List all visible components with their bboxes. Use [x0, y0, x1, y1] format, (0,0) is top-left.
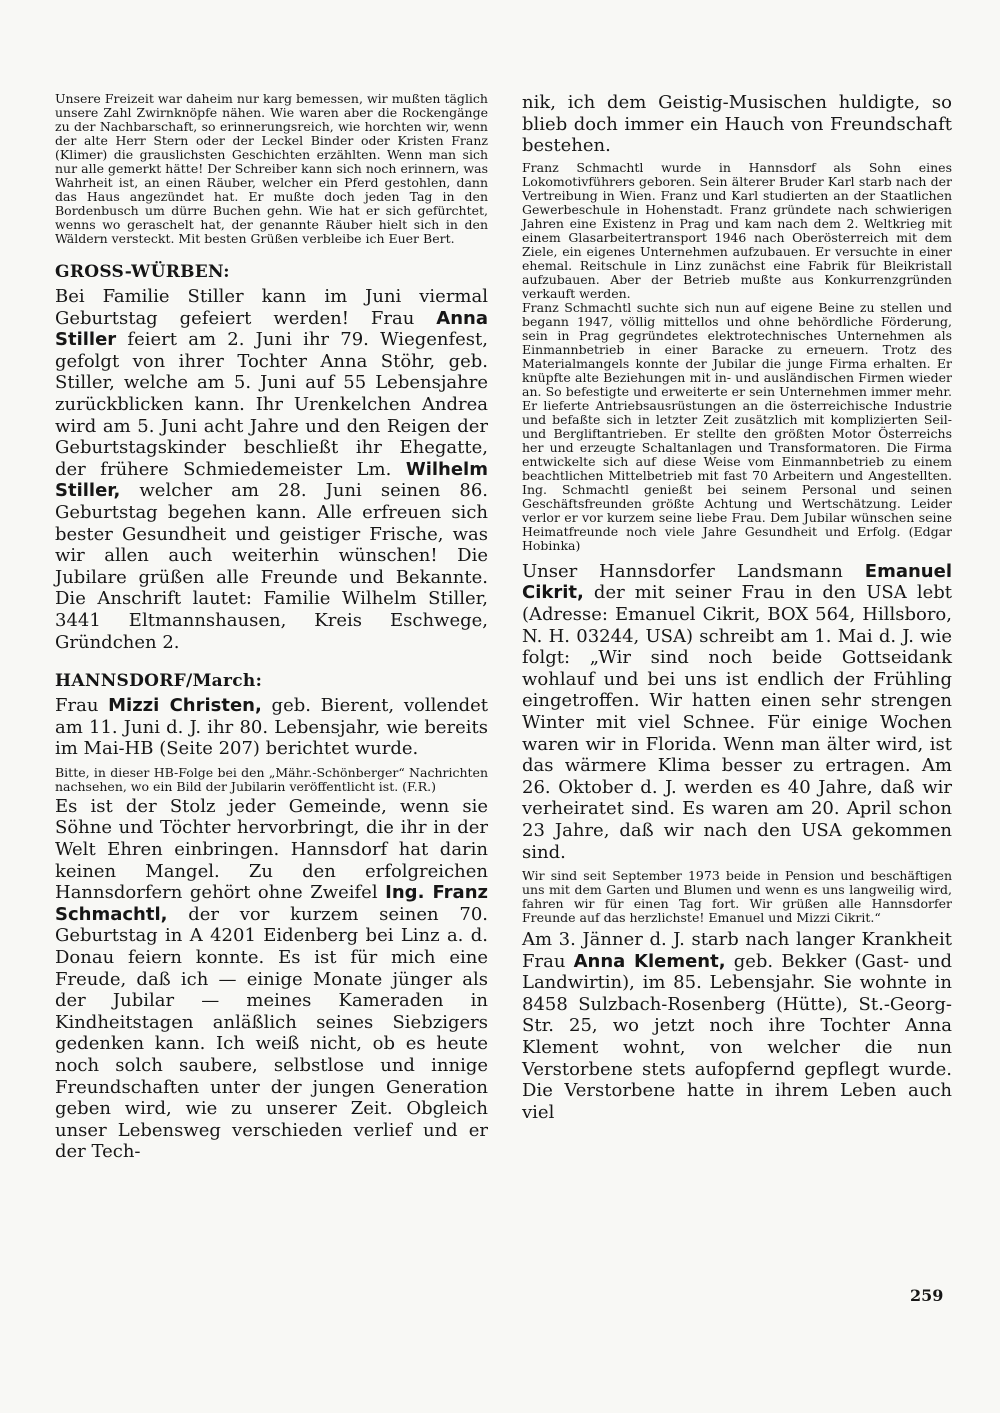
editor-note: Bitte, in dieser HB-Folge bei den „Mähr.-Schönberger“ Nachrichten nachsehen, wo ein Bild der Jubilarin veröffentlicht ist. (F.R.) — [55, 764, 488, 794]
biography-paragraph-2: Franz Schmachtl suchte sich nun auf eigene Beine zu stellen und begann 1947, völlig mittellos und ohne behördliche Förderung, sein in Prag gegründetes elektrotechnisches Unternehmen als Einmannbetrieb in einer Baracke zu erneuern. Trotz des Materialmangels konnte der Jubilar die junge Firma erhalten. Er knüpfte alte Beziehungen mit in- und ausländischen Firmen wieder an. So befestigte und erweiterte er sein Unternehmen immer mehr. Er lieferte Antriebsausrüstungen an die österreichische Industrie und befaßte sich in letzter Zeit zusätzlich mit komplizierten Seil- und Bergliftantrieben. Er stellte den größten Motor Österreichs her und erzeugte Schaltanlagen und Transformatoren. Die Firma entwickelte sich auf diese Weise vom Einmannbetrieb zu einem beachtlichen Mittelbetrieb mit fast 70 Arbeitern und Angestellten. Ing. Schmachtl genießt bei seinem Personal und seinen Geschäftsfreunden größte Achtung und Wertschätzung. Leider verlor er vor kurzem seine liebe Frau. Dem Jubilar wünschen seine Heimatfreunde noch viele Jahre Gesundheit und Erfolg. (Edgar Hobinka) — [522, 299, 952, 553]
name-mizzi-christen: Mizzi Christen, — [108, 695, 262, 717]
text-segment: der mit seiner Frau in den USA lebt (Adresse: Emanuel Cikrit, BOX 564, Hillsboro, N. H. 03244, USA) schreibt am 1. Mai d. J. wie folgt: „Wir sind noch beide Gottseidank wohlauf und bei uns ist endlich der Frühling eingetroffen. Wir hatten einen sehr strengen Winter mit viel Schnee. Für einige Wochen waren wir in Florida. Wenn man älter wird, ist das wärmere Klima besser zu ertragen. Am 26. Oktober d. J. werden es 40 Jahre, daß wir verheiratet sind. Es waren am 20. April schon 23 Jahre, daß wir nach den USA gekommen sind. — [522, 582, 952, 863]
biography-paragraph-1: Franz Schmachtl wurde in Hannsdorf als Sohn eines Lokomotivführers geboren. Sein älterer Bruder Karl starb nach der Vertreibung in Wien. Franz und Karl studierten an der Staatlichen Gewerbeschule in Hohenstadt. Franz gründete nach schwierigen Jahren eine Existenz in Prag und kam nach dem 2. Weltkrieg mit einem Glasarbeitertransport 1946 nach Oberösterreich mit dem Ziele, ein eigenes Unternehmen aufzubauen. Er versuchte in einer ehemal. Reitschule in Linz zunächst eine Fabrik für Bleikristall aufzubauen. Aber der Betrieb mußte aus Konkurrenzgründen verkauft werden. — [522, 159, 952, 301]
text-segment: Am 3. Jänner d. J. starb nach langer Krankheit Frau — [522, 929, 952, 972]
cikrit-letter-paragraph: Wir sind seit September 1973 beide in Pension und beschäftigen uns mit dem Garten und Blumen und wenn es uns langweilig wird, fahren wir für einen Tag fort. Wir grüßen alle Hannsdorfer Freunde auf das herzlichste! Emanuel und Mizzi Cikrit.“ — [522, 868, 952, 926]
cikrit-paragraph — [522, 561, 952, 863]
text-segment: Bei Familie Stiller kann im Juni viermal Geburtstag gefeiert werden! Frau — [55, 286, 488, 329]
text-segment: Unser Hannsdorfer Landsmann — [522, 560, 865, 582]
name-franz-schmachtl: Ing. Franz Schmachtl, — [55, 882, 488, 925]
text-segment: der vor kurzem seinen 70. Geburtstag in A 4201 Eidenberg bei Linz a. d. Donau feiern konnte. Es ist für mich eine Freude, daß ich — einige Monate jünger als der Jubilar — meines Kameraden in Kindheitstagen anläßlich seines Siebzigers gedenken kann. Ich weiß nicht, ob es heute noch solch saubere, selbstlose und innige Freundschaften unter der jungen Generation geben wird, wie zu unserer Zeit. Obgleich unser Lebensweg verschieden verlief und er der Tech- — [55, 903, 488, 1163]
name-anna-klement: Anna Klement, — [573, 950, 726, 972]
text-segment: feiert am 2. Juni ihr 79. Wiegenfest, gefolgt von ihrer Tochter Anna Stöhr, geb. Stiller, welche am 5. Juni auf 55 Lebensjahre zurückblicken kann. Ihr Urenkelchen Andrea wird am 5. Juni acht Jahre und den Reigen der Geburtstagskinder beschließt ihr Ehegatte, der frühere Schmiedemeister Lm. — [55, 329, 488, 480]
christen-paragraph — [55, 695, 488, 760]
text-segment: geb. Bierent, vollendet am 11. Juni d. J. ihr 80. Lebensjahr, wie bereits im Mai-HB (Seite 207) berichtet wurde. — [55, 695, 488, 760]
heading-gross-wuerben: GROSS-WÜRBEN: — [55, 262, 230, 282]
page-number: 259 — [910, 1286, 944, 1305]
text-segment: Frau — [55, 695, 109, 717]
name-anna-stiller: Anna Stiller — [55, 307, 488, 351]
gross-wuerben-paragraph — [55, 286, 488, 653]
text-segment: Es ist der Stolz jeder Gemeinde, wenn sie Söhne und Töchter hervorbringt, die ihr in der Welt Ehren einbringen. Hannsdorf hat darin keinen Mangel. Zu den erfolgreichen Hannsdorfern gehört ohne Zweifel — [55, 795, 488, 904]
continuation-paragraph: nik, ich dem Geistig-Musischen huldigte, so blieb doch immer ein Hauch von Freundschaft bestehen. — [522, 92, 952, 157]
heading-hannsdorf: HANNSDORF/March: — [55, 671, 263, 692]
right-column — [522, 92, 952, 1123]
name-emanuel-cikrit: Emanuel Cikrit, — [522, 560, 952, 604]
schmachtl-paragraph — [55, 796, 488, 1163]
text-segment: geb. Bekker (Gast- und Landwirtin), im 85. Lebensjahr. Sie wohnte in 8458 Sulzbach-Rosenberg (Hütte), St.-Georg-Str. 25, wo jetzt noch ihre Tochter Anna Klement wohnt, von welcher die nun Verstorbene stets aufopfernd gepflegt wurde. Die Verstorbene hatte in ihrem Leben auch viel — [522, 950, 952, 1123]
left-column — [55, 92, 488, 1163]
klement-paragraph — [522, 929, 952, 1123]
intro-paragraph: Unsere Freizeit war daheim nur karg bemessen, wir mußten täglich unsere Zahl Zwirnknöpfe nähen. Wie waren aber die Rockengänge zu der Nachbarschaft, so erinnerungsreich, wie horchten wir, wenn der alte Herr Stern oder der Leckel Binder oder Kristen Franz (Klimer) die grauslichsten Geschichten erzählten. Wenn man sich nur alle gemerkt hätte! Der Schreiber kann sich noch erinnern, was Wahrheit ist, an einen Räuber, welcher ein Pferd gestohlen, dann das Haus angezündet hat. Er mußte doch jeden Tag in den Bordenbusch um dürre Buchen gehn. Wie hat er sich gefürchtet, wenns wo geraschelt hat, der genannte Räuber hielt sich in den Wäldern versteckt. Mit besten Grüßen verbleibe ich Euer Bert. — [55, 91, 488, 246]
name-wilhelm-stiller: Wilhelm Stiller, — [55, 458, 488, 502]
text-segment: welcher am 28. Juni seinen 86. Geburtstag begehen kann. Alle erfreuen sich bester Gesundheit und geistiger Frische, was wir allen auch weiterhin wünschen! Die Jubilare grüßen alle Freunde und Bekannte. Die Anschrift lautet: Familie Wilhelm Stiller, 3441 Eltmannshausen, Kreis Eschwege, Gründchen 2. — [55, 480, 488, 653]
